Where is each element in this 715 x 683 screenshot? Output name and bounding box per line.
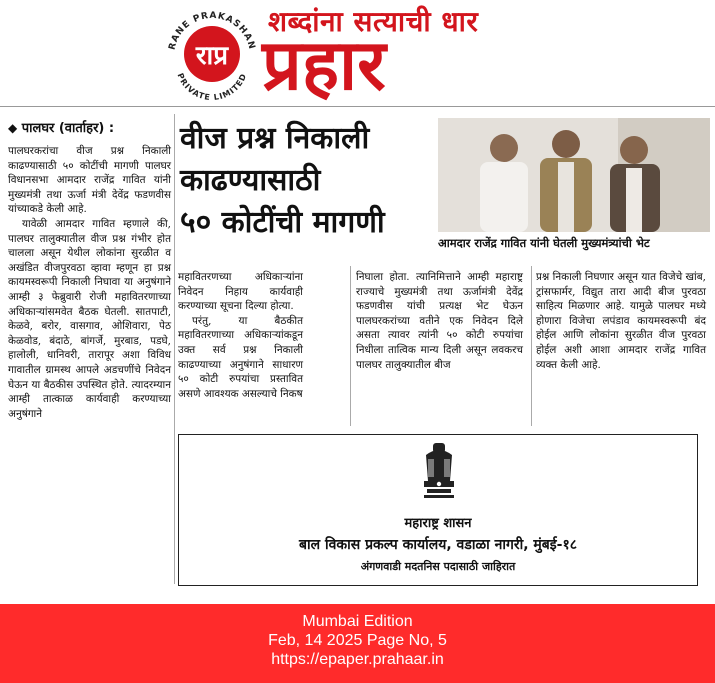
article-photo <box>438 118 710 232</box>
masthead-divider <box>0 106 715 107</box>
paragraph: प्रश्न निकाली निघणार असून यात विजेचे खांब, ट्रांसफार्मर, विद्युत तारा आदी बीज पुरवठा साहित्य मिळणार आहे. यामुळे पालघर मध्ये होणारा विजेचा लपंडाव कायमस्वरूपी बंद होईल आणि लोकांना सुरळीत वीज पुरवठा होईल अशी आशा आमदार राजेंद्र गावित व्यक्त केली आहे. <box>536 271 706 371</box>
svg-text:राप्र: राप्र <box>195 41 229 71</box>
notice-office: बाल विकास प्रकल्प कार्यालय, वडाळा नागरी, मुंबई-१८ <box>298 537 578 553</box>
column-divider <box>350 266 351 426</box>
article-column-2 <box>178 270 303 401</box>
article-column-3 <box>356 270 523 372</box>
paragraph: महावितरणच्या अधिकाऱ्यांना निवेदन निहाय कार्यवाही करण्याच्या सूचना दिल्या होत्या. <box>178 271 303 313</box>
article-body-left <box>8 144 171 421</box>
notice-issuer: महाराष्ट्र शासन <box>404 516 472 531</box>
epaper-url[interactable]: https://epaper.prahaar.in <box>271 651 444 668</box>
byline <box>8 118 171 136</box>
left-column <box>8 118 171 421</box>
headline-line: ५० कोटींची मागणी <box>180 205 385 240</box>
paragraph: यावेळी आमदार गावित म्हणाले की, पालघर तालुक्यातील वीज प्रश्न गंभीर होत चालला असून येथील लोकांना सुरळीत व अखंडित वीजपुरवठा व्हावा म्हणून हा प्रश्न कायमस्वरूपी निकाली निघावा या अनुषंगाने आम्ही ३ फेब्रुवारी रोजी महावितरणाच्या अधिकाऱ्यांसमवेत बैठक घेतली. सातपाटी, केळवे, बरोर, वासगाव, ओशिवारा, पेठ केळवोड, बंदाठे, बांगर्जे, मुरबाड, पडघे, हालोली, धानिवरी, तारापूर अशा विविध गावातील ग्रामस्थ आपले अडचणींचे निवेदन घेऊन या बैठकीस उपस्थित होते. त्यादरम्यान आम्ही तात्काळ कार्यवाही करण्याच्या अनुषंगाने <box>8 217 171 420</box>
headline-line: वीज प्रश्न निकाली <box>180 121 370 156</box>
paragraph: पालघरकरांचा वीज प्रश्न निकाली काढण्यासाठी ५० कोटींची मागणी पालघर विधानसभा आमदार राजेंद्र गावित यांनी मुख्यमंत्री तथा ऊर्जा मंत्री देवेंद्र फडणवीस यांच्याकडे केली आहे. <box>8 145 171 216</box>
notice-subject: अंगणवाडी मदतनिस पदासाठी जाहिरात <box>360 560 516 573</box>
headline-line: काढण्यासाठी <box>180 163 321 198</box>
column-divider <box>174 114 175 584</box>
article-column-4 <box>536 270 706 372</box>
byline-text: पालघर (वार्ताहर) : <box>21 121 115 136</box>
edition-footer <box>0 604 715 683</box>
state-emblem-icon <box>418 441 460 505</box>
diamond-icon: ◆ <box>8 121 18 135</box>
rane-prakashan-seal-icon <box>160 4 264 100</box>
masthead <box>0 0 715 104</box>
svg-text:PRIVATE LIMITED: PRIVATE LIMITED <box>175 71 249 100</box>
meeting-photo-icon <box>438 118 710 232</box>
paragraph: निघाला होता. त्यानिमित्ताने आम्ही महाराष्ट्र राज्याचे मुख्यमंत्री तथा ऊर्जामंत्री देवेंद्र फडणवीस यांची प्रत्यक्ष भेट घेऊन पालघरकरांच्या वतीने एक निवेदन दिले असता त्यावर त्यांनी ५० कोटी रुपयांचा निधीला तात्विक मान्य दिली असून लवकरच पालघर तालुक्यातील बीज <box>356 271 523 371</box>
photo-caption: आमदार राजेंद्र गावित यांनी घेतली मुख्यमंत्र्यांची भेट <box>438 236 650 250</box>
headline <box>180 118 430 244</box>
paragraph: परंतु, या बैठकीत महावितरणाच्या अधिकाऱ्यांकडून उक्त सर्व प्रश्न निकाली काढण्याच्या अनुषंगाने साधारण ५० कोटी रुपयांचा प्रस्तावित असणे आवश्यक असल्याचे निकष <box>178 314 303 400</box>
government-notice <box>178 434 698 586</box>
edition-date-page: Feb, 14 2025 Page No, 5 <box>268 632 447 649</box>
brand-logo: प्रहार <box>262 24 386 106</box>
tagline: शब्दांना सत्याची धार <box>268 5 479 38</box>
edition-name: Mumbai Edition <box>302 613 413 630</box>
column-divider <box>531 266 532 426</box>
svg-text:RANE PRAKASHAN: RANE PRAKASHAN <box>167 10 257 52</box>
